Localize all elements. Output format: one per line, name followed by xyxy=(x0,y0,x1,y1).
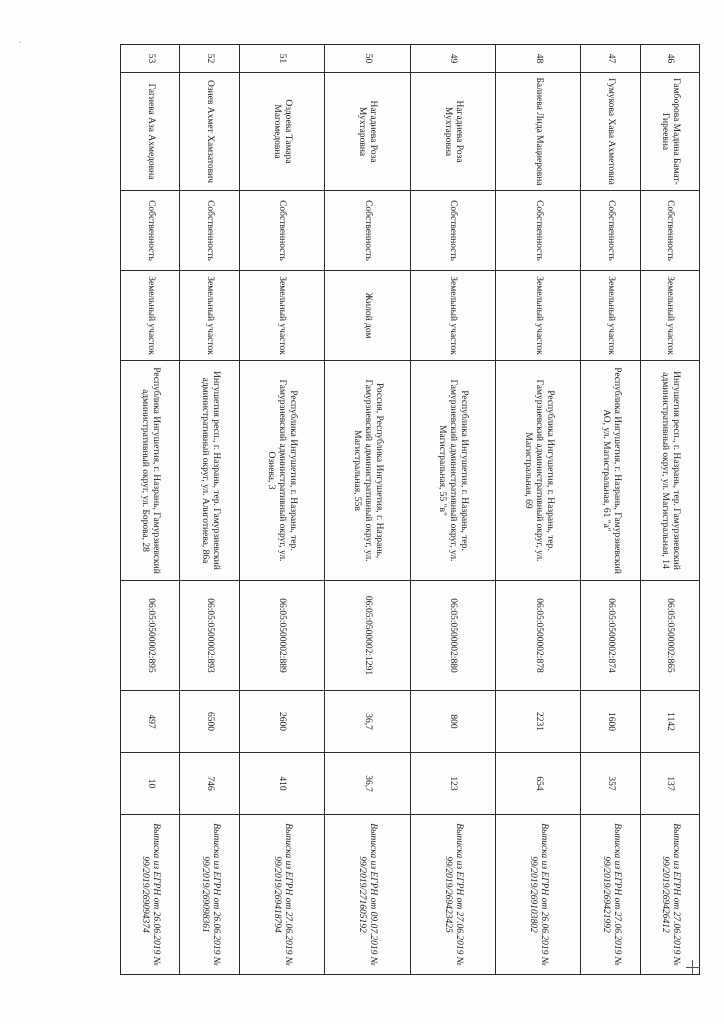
owner-name: Озиев Ахмет Хамзатович xyxy=(180,73,239,191)
registry-extract: Выписка из ЕГРН от 26.06.2019 № 99/2019/269098361 xyxy=(180,815,239,975)
object-address: Россия, Республика Ингушетия, г. Назрань, Гамурзиевский административный округ, ул. Магистральная, 55в xyxy=(325,361,410,581)
object-area: 36,7 xyxy=(325,691,410,753)
object-area: 1600 xyxy=(581,691,640,753)
cadastral-number: 06:05:0500002:878 xyxy=(495,581,580,691)
object-type: Земельный участок xyxy=(581,271,640,361)
cadastral-value: 10 xyxy=(121,753,180,815)
row-number: 51 xyxy=(239,45,324,73)
object-area: 2231 xyxy=(495,691,580,753)
object-address: Республика Ингушетия, г. Назрань, тер. Гамурзиевский административный округ, ул. Озиева, 3 xyxy=(239,361,324,581)
cadastral-value: 746 xyxy=(180,753,239,815)
cadastral-value: 123 xyxy=(410,753,495,815)
table-row xyxy=(325,45,410,975)
row-number: 52 xyxy=(180,45,239,73)
row-number: 48 xyxy=(495,45,580,73)
object-address: Республика Ингушетия, г. Назрань, Гамурзиевский административный округ, ул. Борова, 28 xyxy=(121,361,180,581)
right-type: Собственность xyxy=(640,191,699,271)
cadastral-value: 357 xyxy=(581,753,640,815)
object-address: Республика Ингушетия, г. Назрань, Гамурзиевский АО, ул. Магистральная, 61 "а" xyxy=(581,361,640,581)
right-type: Собственность xyxy=(121,191,180,271)
object-address: Республика Ингушетия, г. Назрань, тер. Гамурзиевский административный округ, ул. Магистральная, 69 xyxy=(495,361,580,581)
table-row xyxy=(640,45,699,975)
object-type: Земельный участок xyxy=(239,271,324,361)
object-type: Земельный участок xyxy=(640,271,699,361)
object-type: Жилой дом xyxy=(325,271,410,361)
cadastral-value: 36,7 xyxy=(325,753,410,815)
table-row xyxy=(495,45,580,975)
object-area: 2600 xyxy=(239,691,324,753)
registry-extract: Выписка из ЕГРН от 27.06.2019 № 99/2019/269421992 xyxy=(581,815,640,975)
object-area: 6500 xyxy=(180,691,239,753)
row-number: 53 xyxy=(121,45,180,73)
cadastral-number: 06:05:0500002:1291 xyxy=(325,581,410,691)
row-number: 50 xyxy=(325,45,410,73)
cadastral-value: 410 xyxy=(239,753,324,815)
registry-extract: Выписка из ЕГРН от 27.06.2019 № 99/2019/269418794 xyxy=(239,815,324,975)
property-register-table xyxy=(120,44,700,975)
owner-name: Нагадиева Роза Мухтаровна xyxy=(410,73,495,191)
cadastral-number: 06:05:0500002:865 xyxy=(640,581,699,691)
cadastral-value: 654 xyxy=(495,753,580,815)
owner-name: Оздоева Тамара Магомедовна xyxy=(239,73,324,191)
object-type: Земельный участок xyxy=(410,271,495,361)
table-row xyxy=(239,45,324,975)
registry-extract: Выписка из ЕГРН от 27.06.2019 № 99/2019/269426412 xyxy=(640,815,699,975)
object-address: Ингушетия респ., г. Назрань, тер. Гамурзиевский административный округ, ул. Алиготиева, 86а xyxy=(180,361,239,581)
cadastral-number: 06:05:0500002:874 xyxy=(581,581,640,691)
object-type: Земельный участок xyxy=(180,271,239,361)
table-row xyxy=(581,45,640,975)
right-type: Собственность xyxy=(325,191,410,271)
rotated-table-wrapper xyxy=(120,44,700,974)
object-type: Земельный участок xyxy=(495,271,580,361)
owner-name: Балиева Лида Мациеровна xyxy=(495,73,580,191)
table-row xyxy=(121,45,180,975)
object-area: 1142 xyxy=(640,691,699,753)
registry-extract: Выписка из ЕГРН от 27.06.2019 № 99/2019/269423425 xyxy=(410,815,495,975)
cadastral-number: 06:05:0500002:880 xyxy=(410,581,495,691)
registry-extract: Выписка из ЕГРН от 26.06.2019 № 99/2019/269094374 xyxy=(121,815,180,975)
row-number: 46 xyxy=(640,45,699,73)
table-body xyxy=(121,45,700,975)
right-type: Собственность xyxy=(410,191,495,271)
cadastral-number: 06:05:0500002:895 xyxy=(121,581,180,691)
object-address: Республика Ингушетия, г. Назрань, тер. Гамурзиевский административный округ, ул. Магистральная, 55 "в" xyxy=(410,361,495,581)
row-number: 49 xyxy=(410,45,495,73)
right-type: Собственность xyxy=(239,191,324,271)
cadastral-number: 06:05:0500002:889 xyxy=(239,581,324,691)
row-number: 47 xyxy=(581,45,640,73)
registry-extract: Выписка из ЕГРН от 09.07.2019 № 99/2019/271605192 xyxy=(325,815,410,975)
owner-name: Нагадиева Роза Мухтаровна xyxy=(325,73,410,191)
object-area: 800 xyxy=(410,691,495,753)
right-type: Собственность xyxy=(581,191,640,271)
right-type: Собственность xyxy=(180,191,239,271)
object-type: Земельный участок xyxy=(121,271,180,361)
scan-mark: · xyxy=(18,38,22,49)
object-area: 497 xyxy=(121,691,180,753)
table-row xyxy=(410,45,495,975)
owner-name: Гамборова Мадина Бамат-Гиреевна xyxy=(640,73,699,191)
owner-name: Гагиева Аза Ахмедовна xyxy=(121,73,180,191)
registry-extract: Выписка из ЕГРН от 26.06.2019 № 99/2019/269103802 xyxy=(495,815,580,975)
table-row xyxy=(180,45,239,975)
cadastral-number: 06:05:0500002:893 xyxy=(180,581,239,691)
object-address: Ингушетия респ., г. Назрань, тер. Гамурзиевский административный округ, ул. Магистральная, 14 xyxy=(640,361,699,581)
margin-cross-mark xyxy=(686,960,700,974)
right-type: Собственность xyxy=(495,191,580,271)
cadastral-value: 137 xyxy=(640,753,699,815)
owner-name: Гумукова Хава Ахметовна xyxy=(581,73,640,191)
